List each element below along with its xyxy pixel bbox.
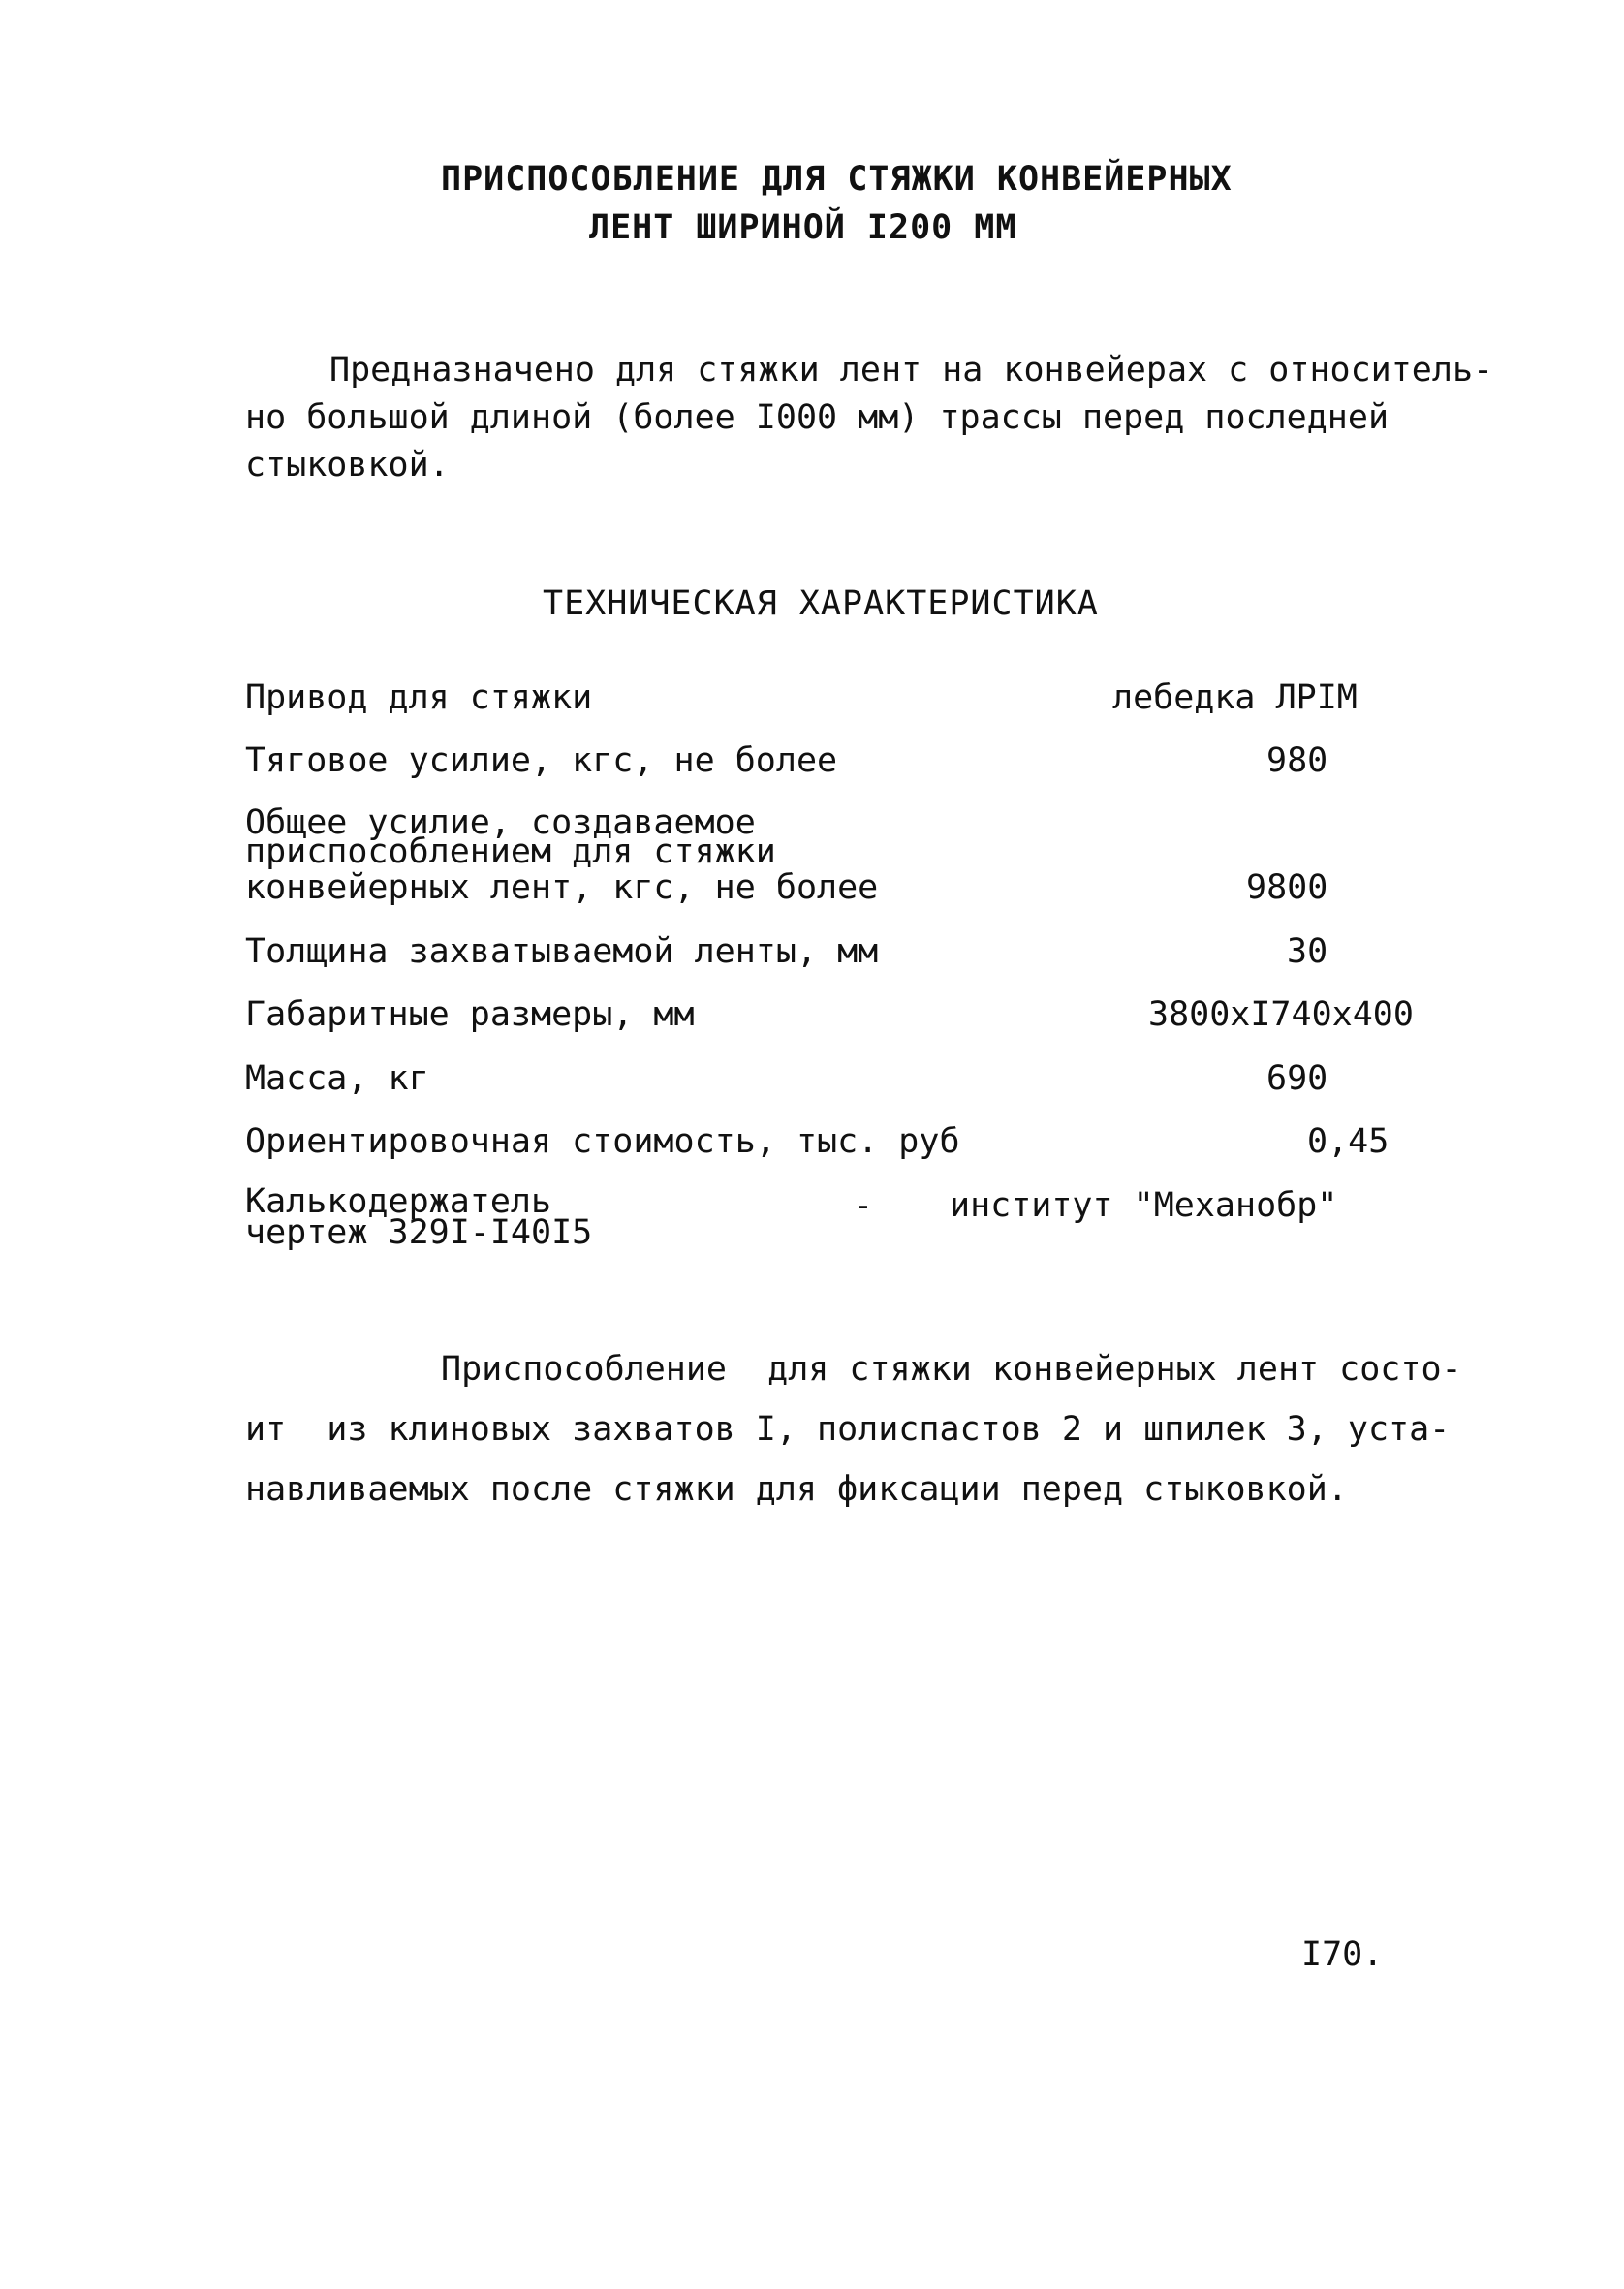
spec-label: приспособлением для стяжки: [245, 832, 776, 871]
spec-label: Толщина захватываемой ленты, мм: [245, 932, 879, 971]
description-line-1: Приспособление для стяжки конвейерных лент состо-: [441, 1350, 1462, 1389]
spec-label: Ориентировочная стоимость, тыс. руб: [245, 1122, 960, 1161]
spec-value: 980: [1266, 741, 1328, 780]
holder-value: институт "Механобр": [950, 1186, 1338, 1225]
spec-value: 9800: [1246, 868, 1328, 907]
spec-label: конвейерных лент, кгс, не более: [245, 868, 879, 907]
description-line-2: ит из клиновых захватов I, полиспастов 2 и шпилек 3, уста-: [245, 1410, 1451, 1449]
spec-label: Габаритные размеры, мм: [245, 995, 695, 1034]
spec-value: 3800xI740x400: [1148, 995, 1414, 1034]
spec-value: 30: [1287, 932, 1328, 971]
intro-line-3: стыковкой.: [245, 446, 450, 485]
specs-heading: ТЕХНИЧЕСКАЯ ХАРАКТЕРИСТИКА: [543, 584, 1099, 623]
spec-label: Привод для стяжки: [245, 678, 593, 717]
holder-dash: -: [853, 1186, 874, 1225]
spec-value: лебедка ЛРIМ: [1112, 678, 1358, 717]
spec-label: Масса, кг: [245, 1059, 429, 1098]
holder-label: Калькодержатель: [245, 1182, 552, 1221]
page-number: I70.: [1301, 1935, 1384, 1974]
title-line-2: ЛЕНТ ШИРИНОЙ I200 ММ: [589, 208, 1017, 247]
intro-line-2: но большой длиной (более I000 мм) трассы перед последней: [245, 398, 1390, 437]
intro-line-1: Предназначено для стяжки лент на конвейерах с относитель-: [329, 351, 1494, 390]
spec-label: Тяговое усилие, кгс, не более: [245, 741, 838, 780]
spec-value: 0,45: [1307, 1122, 1390, 1161]
holder-drawing: чертеж 329I-I40I5: [245, 1213, 593, 1252]
spec-value: 690: [1266, 1059, 1328, 1098]
description-line-3: навливаемых после стяжки для фиксации перед стыковкой.: [245, 1470, 1348, 1509]
spec-label: Общее усилие, создаваемое: [245, 803, 756, 842]
title-line-1: ПРИСПОСОБЛЕНИЕ ДЛЯ СТЯЖКИ КОНВЕЙЕРНЫХ: [441, 160, 1233, 199]
